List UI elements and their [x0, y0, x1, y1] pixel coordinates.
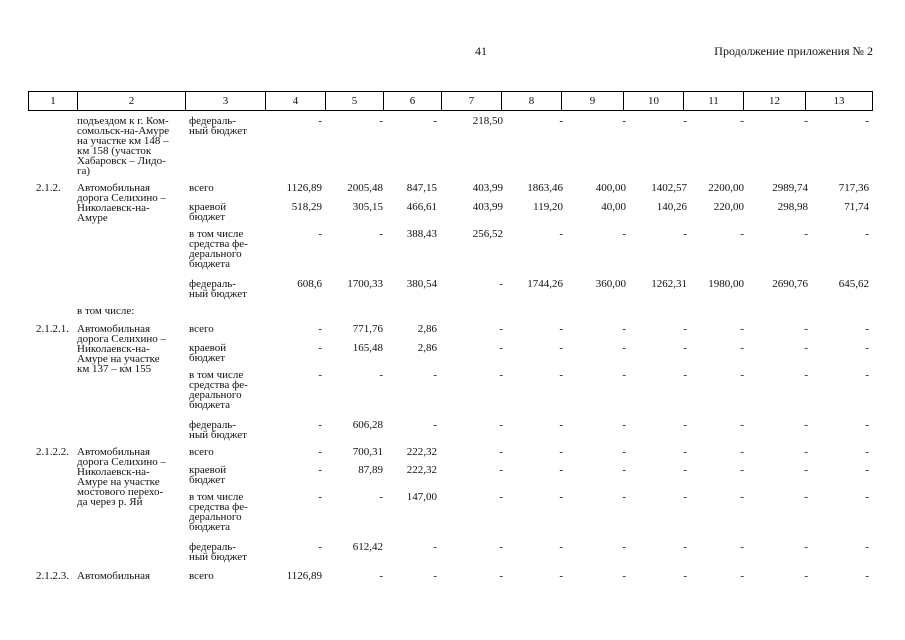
row-value: -: [683, 541, 687, 553]
column-number: 12: [744, 92, 806, 111]
row-value: -: [865, 369, 869, 381]
row-value: -: [499, 570, 503, 582]
row-value: 1744,26: [527, 278, 563, 290]
row-value: -: [622, 323, 626, 335]
row-funding-source: всего: [189, 182, 214, 194]
row-value: 87,89: [358, 464, 383, 476]
row-value: -: [318, 541, 322, 553]
row-code: 2.1.2.2.: [36, 446, 69, 458]
row-value: -: [499, 491, 503, 503]
row-funding-source: федераль- ный бюджет: [189, 115, 247, 137]
row-value: -: [622, 369, 626, 381]
row-value: 1402,57: [651, 182, 687, 194]
row-value: -: [804, 342, 808, 354]
row-value: -: [318, 228, 322, 240]
row-value: -: [804, 541, 808, 553]
row-value: -: [865, 541, 869, 553]
row-value: -: [804, 369, 808, 381]
row-value: 298,98: [777, 201, 808, 213]
row-value: 119,20: [533, 201, 563, 213]
row-funding-source: федераль- ный бюджет: [189, 278, 247, 300]
row-funding-source: краевой бюджет: [189, 201, 227, 223]
row-value: -: [865, 446, 869, 458]
row-value: -: [433, 115, 437, 127]
row-funding-source: федераль- ный бюджет: [189, 541, 247, 563]
row-value: -: [318, 419, 322, 431]
row-value: -: [865, 228, 869, 240]
row-value: 380,54: [406, 278, 437, 290]
row-value: -: [559, 464, 563, 476]
row-value: -: [683, 570, 687, 582]
row-value: 608,6: [297, 278, 322, 290]
row-value: -: [318, 369, 322, 381]
row-value: -: [740, 491, 744, 503]
row-value: -: [433, 369, 437, 381]
row-value: 717,36: [838, 182, 869, 194]
row-value: -: [622, 342, 626, 354]
row-value: -: [683, 323, 687, 335]
row-value: -: [559, 115, 563, 127]
row-value: -: [683, 228, 687, 240]
row-value: 518,29: [291, 201, 322, 213]
row-value: -: [559, 446, 563, 458]
row-value: -: [499, 342, 503, 354]
row-value: -: [740, 115, 744, 127]
row-value: 388,43: [406, 228, 437, 240]
row-value: 1126,89: [286, 570, 322, 582]
row-value: -: [804, 228, 808, 240]
row-name: в том числе:: [77, 305, 135, 317]
column-number: 3: [186, 92, 266, 111]
row-value: -: [865, 342, 869, 354]
row-value: -: [499, 464, 503, 476]
column-number: 9: [562, 92, 624, 111]
row-value: 2690,76: [772, 278, 808, 290]
row-value: 71,74: [844, 201, 869, 213]
row-value: -: [559, 570, 563, 582]
row-value: -: [683, 115, 687, 127]
row-value: -: [433, 541, 437, 553]
row-value: -: [318, 446, 322, 458]
row-value: 645,62: [838, 278, 869, 290]
row-value: -: [865, 323, 869, 335]
row-value: -: [379, 570, 383, 582]
row-value: 2,86: [417, 342, 437, 354]
row-value: -: [318, 491, 322, 503]
column-number: 13: [806, 92, 873, 111]
row-value: -: [318, 464, 322, 476]
row-value: -: [622, 446, 626, 458]
row-code: 2.1.2.3.: [36, 570, 69, 582]
row-funding-source: всего: [189, 446, 214, 458]
row-value: 403,99: [472, 201, 503, 213]
row-value: -: [865, 570, 869, 582]
row-value: -: [433, 419, 437, 431]
row-value: 305,15: [352, 201, 383, 213]
row-value: 220,00: [713, 201, 744, 213]
row-value: -: [740, 369, 744, 381]
row-name: Автомобильная дорога Селихино – Николаевск-на- Амуре на участке мостового перехо- да через р. Яй: [77, 446, 166, 508]
row-funding-source: федераль- ный бюджет: [189, 419, 247, 441]
row-name: Автомобильная: [77, 570, 151, 582]
row-value: -: [740, 419, 744, 431]
row-code: 2.1.2.1.: [36, 323, 69, 335]
column-number: 1: [29, 92, 78, 111]
row-value: -: [499, 323, 503, 335]
row-value: -: [740, 228, 744, 240]
row-value: -: [683, 419, 687, 431]
row-funding-source: краевой бюджет: [189, 464, 227, 486]
row-value: 1126,89: [286, 182, 322, 194]
row-value: -: [379, 228, 383, 240]
row-value: -: [622, 228, 626, 240]
row-value: -: [804, 446, 808, 458]
row-value: -: [804, 491, 808, 503]
row-value: -: [804, 323, 808, 335]
row-value: -: [559, 228, 563, 240]
row-value: -: [559, 541, 563, 553]
row-value: 1262,31: [651, 278, 687, 290]
row-value: -: [683, 491, 687, 503]
row-value: -: [865, 464, 869, 476]
row-value: -: [499, 278, 503, 290]
column-number: 5: [326, 92, 384, 111]
row-value: 2005,48: [347, 182, 383, 194]
column-number: 8: [502, 92, 562, 111]
row-value: 165,48: [352, 342, 383, 354]
row-value: 400,00: [595, 182, 626, 194]
row-value: -: [622, 541, 626, 553]
row-value: 222,32: [406, 446, 437, 458]
row-value: -: [318, 323, 322, 335]
row-value: 700,31: [352, 446, 383, 458]
row-value: -: [622, 570, 626, 582]
row-value: 140,26: [656, 201, 687, 213]
row-value: -: [559, 323, 563, 335]
row-funding-source: в том числе средства фе- дерального бюджета: [189, 491, 248, 533]
row-value: -: [865, 491, 869, 503]
row-value: -: [740, 323, 744, 335]
column-number-header: [28, 91, 873, 111]
row-value: -: [804, 115, 808, 127]
row-value: -: [379, 115, 383, 127]
page-number: 41: [475, 44, 487, 58]
row-value: -: [559, 342, 563, 354]
row-value: -: [499, 446, 503, 458]
row-name: Автомобильная дорога Селихино – Николаевск-на- Амуре на участке км 137 – км 155: [77, 323, 166, 375]
row-value: -: [499, 369, 503, 381]
row-value: -: [865, 115, 869, 127]
row-funding-source: в том числе средства фе- дерального бюджета: [189, 369, 248, 411]
row-value: -: [559, 419, 563, 431]
row-value: 771,76: [352, 323, 383, 335]
row-name: подъездом к г. Ком- сомольск-на-Амуре на участке км 148 – км 158 (участок Хабаровск – Лидо- га): [77, 115, 170, 177]
row-value: -: [379, 369, 383, 381]
row-value: -: [433, 570, 437, 582]
row-value: -: [559, 369, 563, 381]
row-value: 606,28: [352, 419, 383, 431]
row-code: 2.1.2.: [36, 182, 61, 194]
row-funding-source: в том числе средства фе- дерального бюджета: [189, 228, 248, 270]
row-value: -: [379, 491, 383, 503]
row-value: 2989,74: [772, 182, 808, 194]
row-value: -: [740, 464, 744, 476]
row-value: -: [683, 446, 687, 458]
row-value: 147,00: [406, 491, 437, 503]
row-value: -: [865, 419, 869, 431]
row-value: -: [622, 491, 626, 503]
row-value: -: [499, 541, 503, 553]
column-number: 2: [78, 92, 186, 111]
column-number: 6: [384, 92, 442, 111]
row-value: 466,61: [406, 201, 437, 213]
row-value: -: [622, 115, 626, 127]
row-value: -: [683, 464, 687, 476]
row-value: 218,50: [472, 115, 503, 127]
row-value: 222,32: [406, 464, 437, 476]
row-value: -: [683, 342, 687, 354]
column-number: 7: [442, 92, 502, 111]
row-value: 612,42: [352, 541, 383, 553]
row-value: -: [499, 419, 503, 431]
row-value: 360,00: [595, 278, 626, 290]
row-value: -: [622, 464, 626, 476]
row-value: 2,86: [417, 323, 437, 335]
row-funding-source: всего: [189, 323, 214, 335]
row-value: 403,99: [472, 182, 503, 194]
row-value: -: [318, 115, 322, 127]
row-value: 40,00: [601, 201, 626, 213]
row-value: -: [740, 446, 744, 458]
row-value: -: [622, 419, 626, 431]
row-value: 2200,00: [708, 182, 744, 194]
continuation-label: Продолжение приложения № 2: [714, 44, 873, 58]
column-number: 11: [684, 92, 744, 111]
row-value: -: [740, 342, 744, 354]
row-value: -: [740, 541, 744, 553]
row-value: -: [804, 464, 808, 476]
row-value: -: [318, 342, 322, 354]
row-value: -: [740, 570, 744, 582]
row-value: 847,15: [406, 182, 437, 194]
row-funding-source: всего: [189, 570, 214, 582]
row-name: Автомобильная дорога Селихино – Николаевск-на- Амуре: [77, 182, 166, 224]
column-number: 10: [624, 92, 684, 111]
column-number: 4: [266, 92, 326, 111]
row-value: 1700,33: [347, 278, 383, 290]
row-value: -: [804, 419, 808, 431]
row-value: -: [683, 369, 687, 381]
row-value: 1980,00: [708, 278, 744, 290]
row-value: -: [804, 570, 808, 582]
row-funding-source: краевой бюджет: [189, 342, 227, 364]
row-value: 1863,46: [527, 182, 563, 194]
row-value: 256,52: [472, 228, 503, 240]
row-value: -: [559, 491, 563, 503]
